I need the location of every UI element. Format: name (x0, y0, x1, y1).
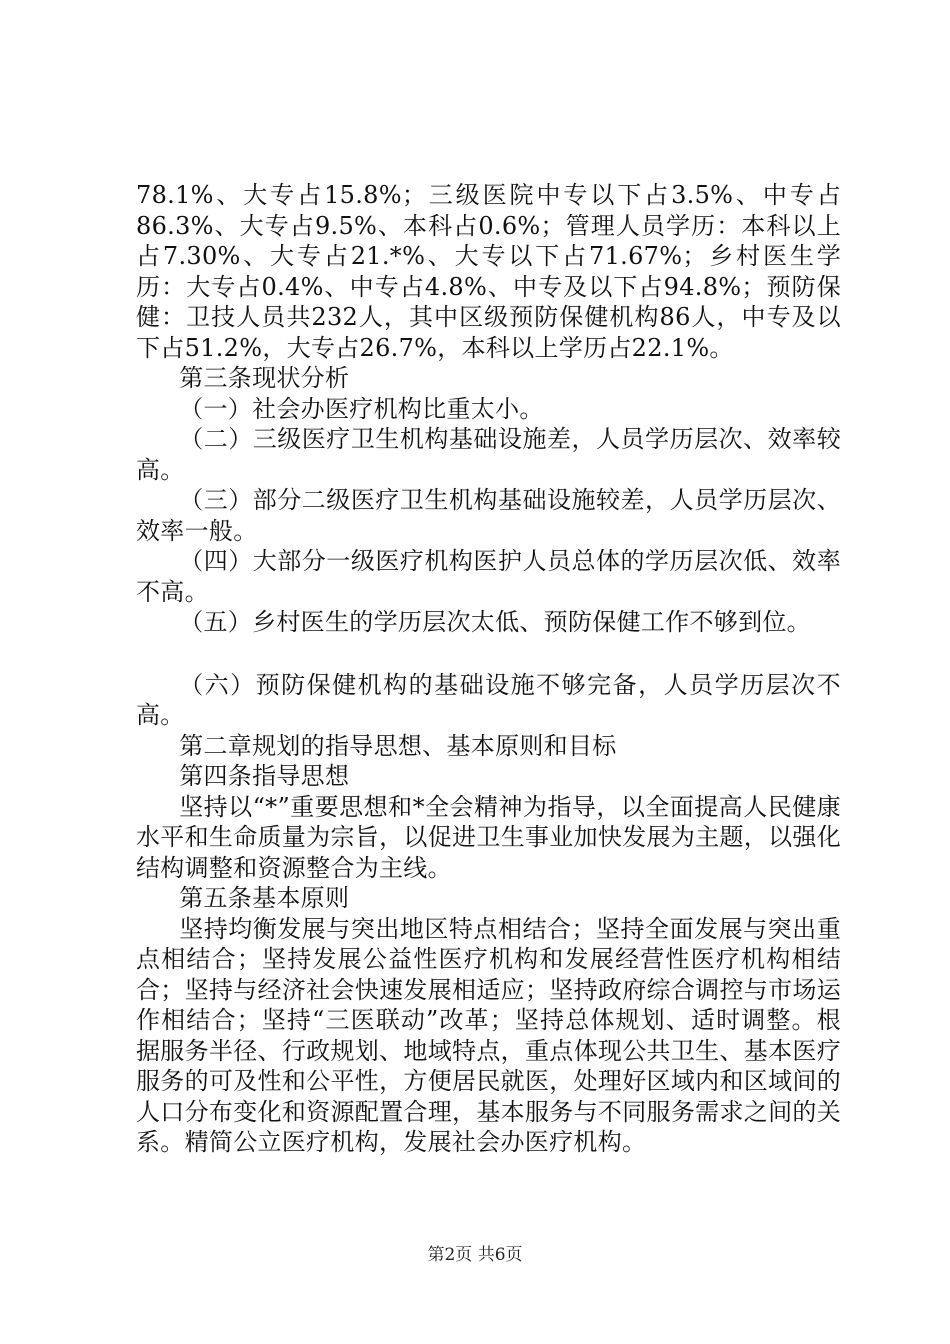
list-item-5: （五）乡村医生的学历层次太低、预防保健工作不够到位。 (179, 608, 811, 636)
paragraph-guiding-ideology: 坚持以“*”重要思想和*全会精神为指导，以全面提高人民健康水平和生命质量为宗旨，以促进卫生事业加快发展为主题，以强化结构调整和资源整合为主线。 (136, 792, 841, 882)
list-item-3: （三）部分二级医疗卫生机构基础设施较差，人员学历层次、效率一般。 (136, 486, 841, 545)
list-item-1: （一）社会办医疗机构比重太小。 (179, 394, 544, 423)
page-footer: 第2页 共6页 (427, 1245, 523, 1265)
heading-chapter-2: 第二章规划的指导思想、基本原则和目标 (179, 731, 617, 760)
list-item-4: （四）大部分一级医疗机构医护人员总体的学历层次低、效率不高。 (136, 547, 841, 606)
list-item-6: （六）预防保健机构的基础设施不够完备，人员学历层次不高。 (136, 670, 841, 729)
heading-article-4: 第四条指导思想 (179, 762, 350, 790)
paragraph-spacer (136, 638, 841, 670)
paragraph-staff-education-statistics: 78.1%、大专占15.8%；三级医院中专以下占3.5%、中专占86.3%、大专占9.5%、本科占0.6%；管理人员学历：本科以上占7.30%、大专占21.*%、大专以下占71.67%；乡村医生学历：大专占0.4%、中专占4.8%、中专及以下占94.8%；预防保健：卫技人员共232人，其中区级预防保健机构86人，中专及以下占51.2%，大专占26.7%，本科以上学历占22.1%。 (136, 181, 841, 362)
heading-article-5: 第五条基本原则 (179, 884, 350, 912)
paragraph-basic-principles: 坚持均衡发展与突出地区特点相结合；坚持全面发展与突出重点相结合；坚持发展公益性医疗机构和发展经营性医疗机构相结合；坚持与经济社会快速发展相适应；坚持政府综合调控与市场运作相结合；坚持“三医联动”改革；坚持总体规划、适时调整。根据服务半径、行政规划、地域特点，重点体现公共卫生、基本医疗服务的可及性和公平性，方便居民就医，处理好区域内和区域间的人口分布变化和资源配置合理，基本服务与不同服务需求之间的关系。精简公立医疗机构，发展社会办医疗机构。 (136, 914, 841, 1156)
document-body (136, 180, 841, 1158)
list-item-2: （二）三级医疗卫生机构基础设施差，人员学历层次、效率较高。 (136, 425, 841, 484)
heading-article-3: 第三条现状分析 (179, 364, 350, 392)
